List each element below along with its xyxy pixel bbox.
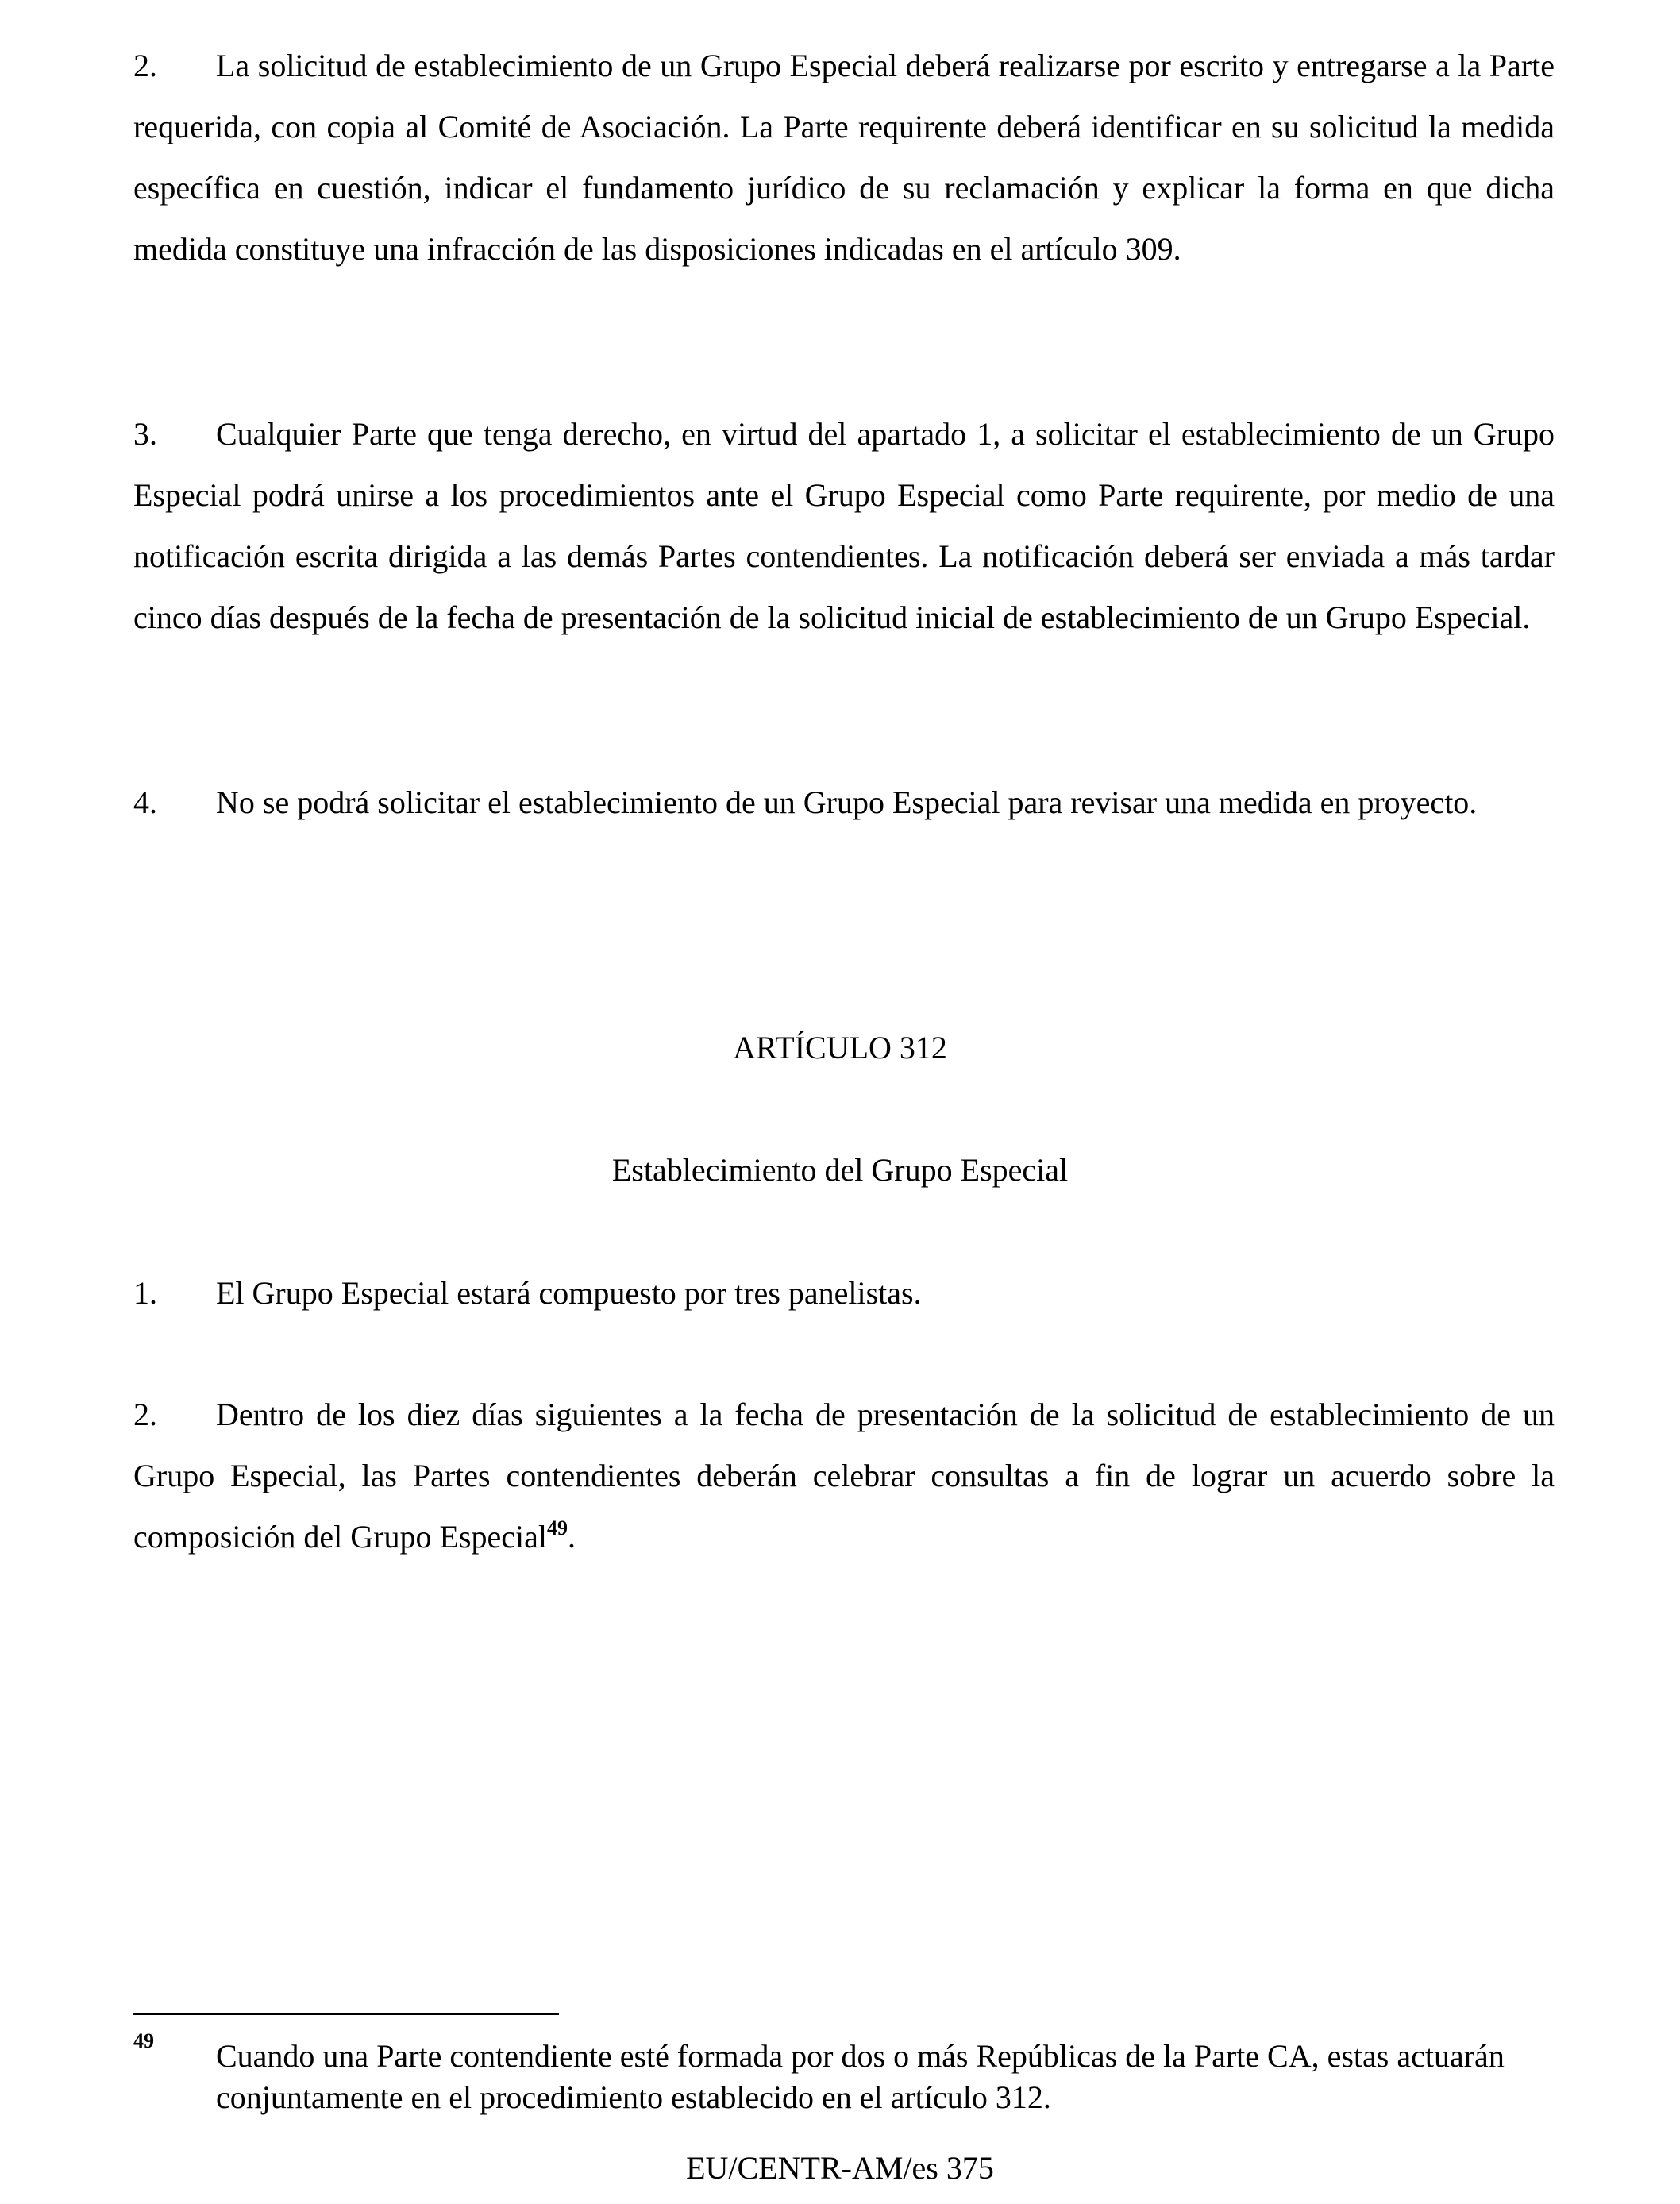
article-heading: ARTÍCULO 312	[733, 1030, 947, 1065]
paragraph-number: 2.	[133, 1397, 157, 1432]
paragraph-text: No se podrá solicitar el establecimiento de un Grupo Especial para revisar una medida en proyecto.	[216, 784, 1478, 820]
paragraph-number: 2.	[133, 48, 157, 83]
paragraph-3	[133, 403, 1555, 648]
paragraph-ending: .	[567, 1519, 576, 1555]
paragraph-4	[133, 772, 1555, 833]
footnote-separator	[133, 2013, 559, 2015]
paragraph-text: Dentro de los diez días siguientes a la fecha de presentación de la solicitud de establecimiento de un Grupo Especial, las Partes contendientes deberán celebrar consultas a fin de lograr un acuerdo sobre la composición del Grupo Especial	[133, 1397, 1555, 1555]
paragraph-2	[133, 35, 1555, 279]
footnote-reference[interactable]: 49	[546, 1516, 568, 1539]
footnote-text: Cuando una Parte contendiente esté formada por dos o más Repúblicas de la Parte CA, estas actuarán conjuntamente en el procedimiento establecido en el artículo 312.	[216, 2038, 1505, 2115]
paragraph-text: La solicitud de establecimiento de un Grupo Especial deberá realizarse por escrito y entregarse a la Parte requerida, con copia al Comité de Asociación. La Parte requirente deberá identificar en su solicitud la medida específica en cuestión, indicar el fundamento jurídico de su reclamación y explicar la forma en que dicha medida constituye una infracción de las disposiciones indicadas en el artículo 309.	[133, 48, 1555, 267]
paragraph-number: 4.	[133, 784, 157, 820]
paragraph-number: 3.	[133, 416, 157, 452]
paragraph-text: Cualquier Parte que tenga derecho, en virtud del apartado 1, a solicitar el establecimiento de un Grupo Especial podrá unirse a los procedimientos ante el Grupo Especial como Parte requirente, por medio de una notificación escrita dirigida a las demás Partes contendientes. La notificación deberá ser enviada a más tardar cinco días después de la fecha de presentación de la solicitud inicial de establecimiento de un Grupo Especial.	[133, 416, 1555, 635]
page-footer-reference: EU/CENTR-AM/es 375	[686, 2150, 994, 2186]
article-paragraph-2	[133, 1384, 1555, 1567]
paragraph-number: 1.	[133, 1275, 157, 1311]
paragraph-text: El Grupo Especial estará compuesto por tres panelistas.	[216, 1275, 922, 1311]
article-title: Establecimiento del Grupo Especial	[611, 1152, 1069, 1188]
footnote-number: 49	[133, 2029, 154, 2052]
article-paragraph-1	[133, 1262, 1555, 1324]
